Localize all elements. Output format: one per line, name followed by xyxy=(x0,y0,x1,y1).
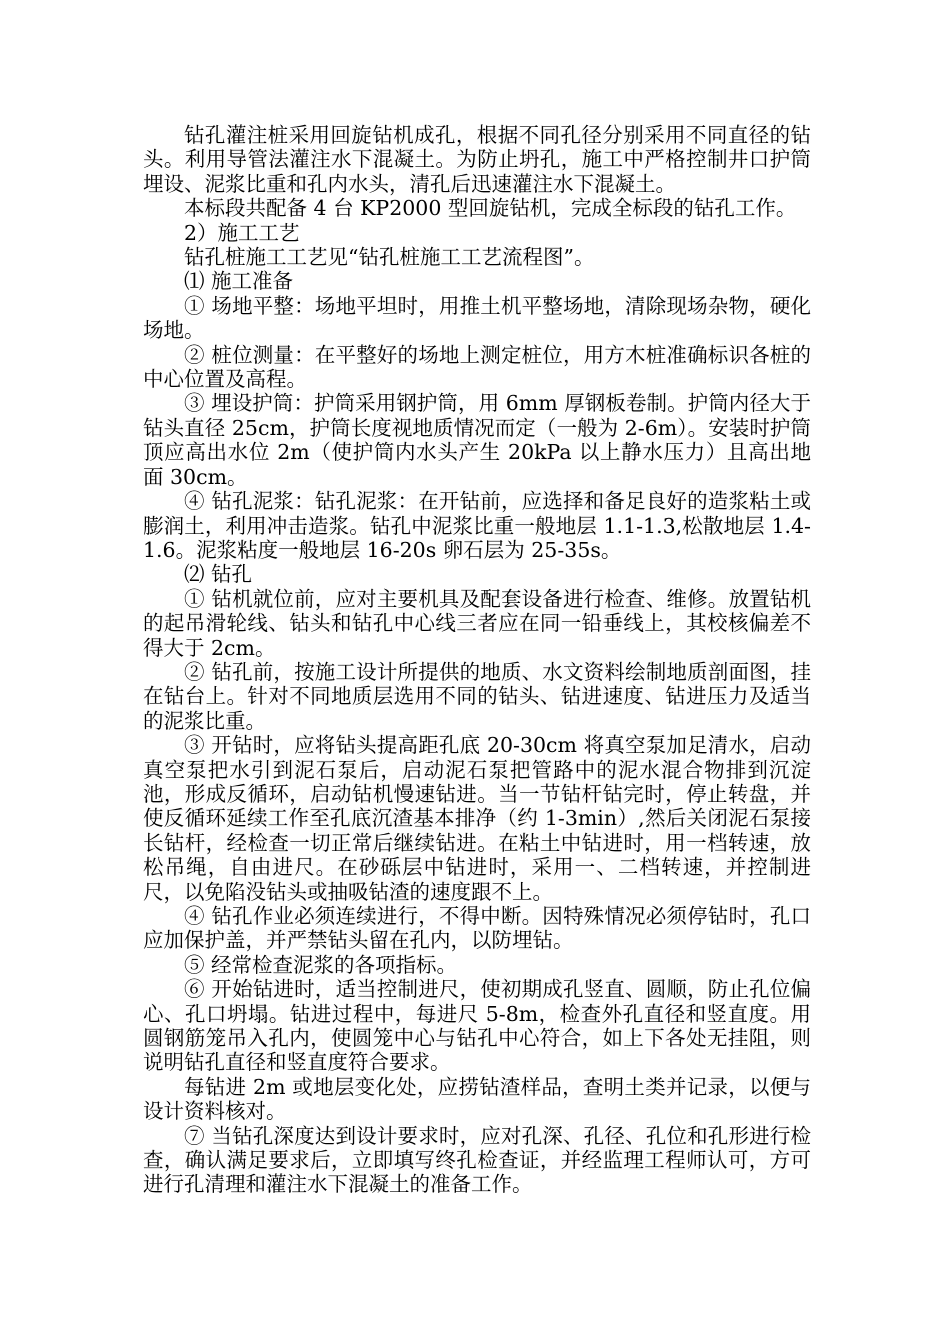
paragraph-equipment: 本标段共配备 4 台 KP2000 型回旋钻机，完成全标段的钻孔工作。 xyxy=(184,196,797,221)
paragraph-mud-check: ⑤ 经常检查泥浆的各项指标。 xyxy=(184,952,458,977)
paragraph-sampling: 每钻进 2m 或地层变化处，应捞钻渣样品，查明土类并记录，以便与设计资料核对。 xyxy=(143,1074,811,1124)
paragraph-casing: ③ 埋设护筒：护筒采用钢护筒，用 6mm 厚钢板卷制。护筒内径大于钻头直径 25cm，护筒长度视地质情况而定（一般为 2-6m）。安装时护筒顶应高出水位 2m（使护筒内水头产生 20kPa 以上静水压力）且高出地面 30cm。 xyxy=(143,391,811,489)
subsection-heading-drilling: ⑵ 钻孔 xyxy=(184,562,253,587)
paragraph-continuous: ④ 钻孔作业必须连续进行，不得中断。因特殊情况必须停钻时，孔口应加保护盖，并严禁钻头留在孔内，以防埋钻。 xyxy=(143,904,811,953)
paragraph-geology-profile: ② 钻孔前，按施工设计所提供的地质、水文资料绘制地质剖面图，挂在钻台上。针对不同地质层选用不同的钻头、钻进速度、钻进压力及适当的泥浆比重。 xyxy=(143,659,811,733)
paragraph-intro: 钻孔灌注桩采用回旋钻机成孔，根据不同孔径分别采用不同直径的钻头。利用导管法灌注水下混凝土。为防止坍孔，施工中严格控制井口护筒埋设、泥浆比重和孔内水头，清孔后迅速灌注水下混凝土。 xyxy=(143,123,811,196)
paragraph-process-ref: 钻孔桩施工工艺见“钻孔桩施工工艺流程图”。 xyxy=(184,245,595,270)
subsection-heading-preparation: ⑴ 施工准备 xyxy=(184,269,294,294)
paragraph-pile-survey: ② 桩位测量：在平整好的场地上测定桩位，用方木桩准确标识各桩的中心位置及高程。 xyxy=(143,342,811,392)
document-body xyxy=(143,123,811,1197)
paragraph-verticality: ⑥ 开始钻进时，适当控制进尺，使初期成孔竖直、圆顺，防止孔位偏心、孔口坍塌。钻进过程中，每进尺 5-8m，检查外孔直径和竖直度。用圆钢筋笼吊入孔内，使圆笼中心与钻孔中心符合，如上下各处无挂阻，则说明钻孔直径和竖直度符合要求。 xyxy=(143,977,811,1075)
paragraph-start-drilling: ③ 开钻时，应将钻头提高距孔底 20-30cm 将真空泵加足清水，启动真空泵把水引到泥石泵后，启动泥石泵把管路中的泥水混合物排到沉淀池，形成反循环，启动钻机慢速钻进。当一节钻杆钻完时，停止转盘，并使反循环延续工作至孔底沉渣基本排净（约 1-3min）,然后关闭泥石泵接长钻杆，经检查一切正常后继续钻进。在粘土中钻进时，用一档转速，放松吊绳，自由进尺。在砂砾层中钻进时，采用一、二档转速，并控制进尺，以免陷没钻头或抽吸钻渣的速度跟不上。 xyxy=(143,733,811,904)
section-heading-process: 2）施工工艺 xyxy=(184,220,300,245)
paragraph-mud: ④ 钻孔泥浆：钻孔泥浆：在开钻前，应选择和备足良好的造浆粘土或膨润土，利用冲击造浆。钻孔中泥浆比重一般地层 1.1-1.3,松散地层 1.4-1.6。泥浆粘度一般地层 16-20s 卵石层为 25-35s。 xyxy=(143,489,811,562)
paragraph-rig-setup: ① 钻机就位前，应对主要机具及配套设备进行检查、维修。放置钻机的起吊滑轮线、钻头和钻孔中心线三者应在同一铅垂线上，其校核偏差不得大于 2cm。 xyxy=(143,586,811,660)
paragraph-site-leveling: ① 场地平整：场地平坦时，用推土机平整场地，清除现场杂物，硬化场地。 xyxy=(143,293,811,343)
paragraph-final-inspection: ⑦ 当钻孔深度达到设计要求时，应对孔深、孔径、孔位和孔形进行检查，确认满足要求后，立即填写终孔检查证，并经监理工程师认可，方可进行孔清理和灌注水下混凝土的准备工作。 xyxy=(143,1123,811,1197)
